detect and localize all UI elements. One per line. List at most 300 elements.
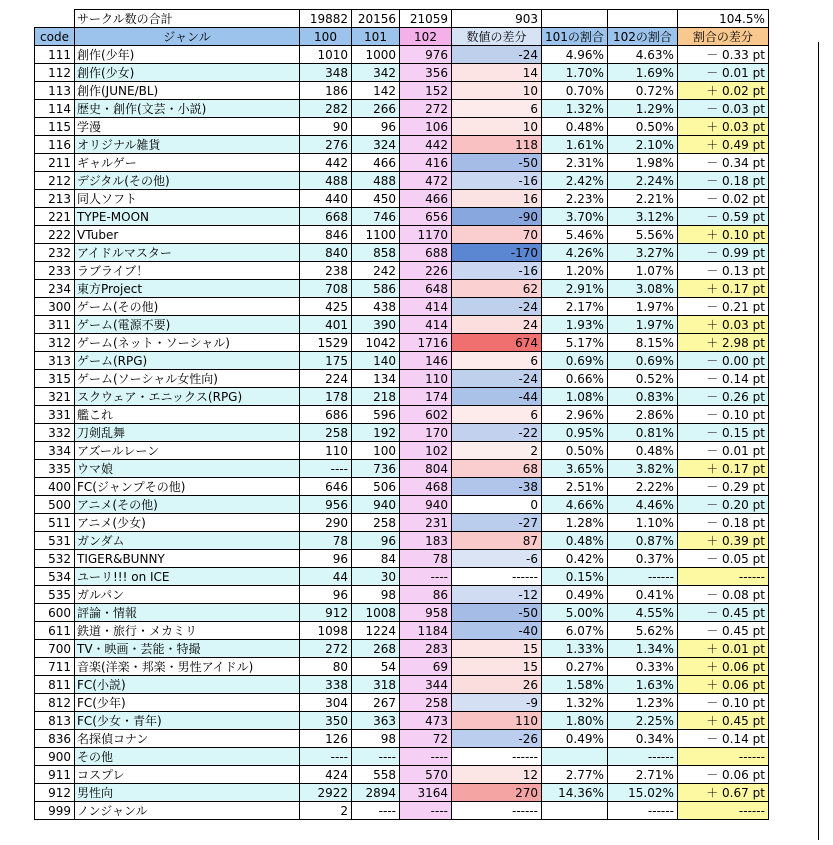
table-cell-100[interactable]: 488: [300, 172, 352, 190]
table-cell-genre[interactable]: アズールレーン: [75, 442, 300, 460]
table-cell-genre[interactable]: デジタル(その他): [75, 172, 300, 190]
table-cell-102[interactable]: 688: [400, 244, 452, 262]
table-cell-code[interactable]: 534: [35, 568, 75, 586]
table-cell-diff[interactable]: 70: [452, 226, 542, 244]
table-cell-102[interactable]: 69: [400, 658, 452, 676]
table-cell-100[interactable]: 78: [300, 532, 352, 550]
table-cell-ratio-101[interactable]: 1.61%: [542, 136, 608, 154]
header-ratio-102[interactable]: 102の割合: [607, 28, 677, 46]
table-cell-genre[interactable]: 艦これ: [75, 406, 300, 424]
table-cell-genre[interactable]: ガルパン: [75, 586, 300, 604]
table-cell-code[interactable]: 313: [35, 352, 75, 370]
table-cell-ratio-102[interactable]: 0.48%: [607, 442, 677, 460]
table-cell-genre[interactable]: 学漫: [75, 118, 300, 136]
summary-total-102[interactable]: 21059: [400, 10, 452, 28]
table-cell-ratio-102[interactable]: ------: [607, 802, 677, 820]
table-cell-code[interactable]: 500: [35, 496, 75, 514]
table-cell-code[interactable]: 400: [35, 478, 75, 496]
table-cell-ratio-102[interactable]: 0.34%: [607, 730, 677, 748]
summary-empty-cell[interactable]: [542, 10, 608, 28]
table-cell-102[interactable]: 231: [400, 514, 452, 532]
table-cell-genre[interactable]: スクウェア・エニックス(RPG): [75, 388, 300, 406]
table-cell-100[interactable]: 424: [300, 766, 352, 784]
table-cell-101[interactable]: 218: [352, 388, 400, 406]
table-cell-ratio-101[interactable]: 2.51%: [542, 478, 608, 496]
table-cell-code[interactable]: 212: [35, 172, 75, 190]
table-cell-102[interactable]: 1184: [400, 622, 452, 640]
table-cell-diff[interactable]: ------: [452, 802, 542, 820]
table-cell-101[interactable]: 736: [352, 460, 400, 478]
table-cell-ratio-101[interactable]: 0.27%: [542, 658, 608, 676]
table-cell-ratio-diff[interactable]: － 0.01 pt: [677, 64, 768, 82]
table-cell-ratio-101[interactable]: 5.00%: [542, 604, 608, 622]
table-cell-ratio-diff[interactable]: ＋ 0.39 pt: [677, 532, 768, 550]
table-cell-100[interactable]: 2922: [300, 784, 352, 802]
table-cell-ratio-101[interactable]: 4.26%: [542, 244, 608, 262]
table-cell-102[interactable]: 804: [400, 460, 452, 478]
table-cell-ratio-diff[interactable]: － 0.26 pt: [677, 388, 768, 406]
table-cell-diff[interactable]: -27: [452, 514, 542, 532]
table-cell-100[interactable]: 840: [300, 244, 352, 262]
table-cell-ratio-102[interactable]: 1.98%: [607, 154, 677, 172]
table-cell-genre[interactable]: 創作(JUNE/BL): [75, 82, 300, 100]
table-cell-100[interactable]: 646: [300, 478, 352, 496]
table-cell-ratio-101[interactable]: 1.70%: [542, 64, 608, 82]
table-cell-genre[interactable]: ガンダム: [75, 532, 300, 550]
table-cell-101[interactable]: 318: [352, 676, 400, 694]
table-cell-genre[interactable]: 評論・情報: [75, 604, 300, 622]
table-cell-101[interactable]: 596: [352, 406, 400, 424]
table-cell-diff[interactable]: 26: [452, 676, 542, 694]
table-cell-ratio-diff[interactable]: ＋ 0.17 pt: [677, 460, 768, 478]
table-cell-ratio-diff[interactable]: － 0.21 pt: [677, 298, 768, 316]
table-cell-diff[interactable]: -9: [452, 694, 542, 712]
table-cell-ratio-101[interactable]: 1.93%: [542, 316, 608, 334]
table-cell-code[interactable]: 700: [35, 640, 75, 658]
table-cell-ratio-102[interactable]: 2.71%: [607, 766, 677, 784]
table-cell-102[interactable]: 570: [400, 766, 452, 784]
table-cell-102[interactable]: 473: [400, 712, 452, 730]
table-cell-genre[interactable]: オリジナル雑貨: [75, 136, 300, 154]
table-cell-code[interactable]: 115: [35, 118, 75, 136]
table-cell-genre[interactable]: ゲーム(ソーシャル女性向): [75, 370, 300, 388]
table-cell-ratio-diff[interactable]: ＋ 0.49 pt: [677, 136, 768, 154]
table-cell-101[interactable]: 100: [352, 442, 400, 460]
table-cell-ratio-101[interactable]: 0.15%: [542, 568, 608, 586]
table-cell-101[interactable]: 84: [352, 550, 400, 568]
table-cell-ratio-102[interactable]: 0.50%: [607, 118, 677, 136]
table-cell-ratio-diff[interactable]: ＋ 0.06 pt: [677, 658, 768, 676]
table-cell-diff[interactable]: 62: [452, 280, 542, 298]
table-cell-ratio-102[interactable]: 1.97%: [607, 298, 677, 316]
table-cell-genre[interactable]: アイドルマスター: [75, 244, 300, 262]
table-cell-ratio-101[interactable]: 1.20%: [542, 262, 608, 280]
table-cell-genre[interactable]: ユーリ!!! on ICE: [75, 568, 300, 586]
table-cell-100[interactable]: 80: [300, 658, 352, 676]
table-cell-100[interactable]: 175: [300, 352, 352, 370]
table-cell-102[interactable]: ----: [400, 802, 452, 820]
table-cell-102[interactable]: 656: [400, 208, 452, 226]
table-cell-102[interactable]: 442: [400, 136, 452, 154]
table-cell-ratio-101[interactable]: 14.36%: [542, 784, 608, 802]
table-cell-ratio-diff[interactable]: － 0.18 pt: [677, 172, 768, 190]
table-cell-ratio-diff[interactable]: ＋ 0.17 pt: [677, 280, 768, 298]
table-cell-diff[interactable]: 10: [452, 82, 542, 100]
table-cell-genre[interactable]: ギャルゲー: [75, 154, 300, 172]
table-cell-ratio-102[interactable]: 15.02%: [607, 784, 677, 802]
table-cell-ratio-102[interactable]: 2.24%: [607, 172, 677, 190]
table-cell-101[interactable]: 98: [352, 586, 400, 604]
table-cell-ratio-diff[interactable]: ------: [677, 568, 768, 586]
table-cell-101[interactable]: 54: [352, 658, 400, 676]
table-cell-101[interactable]: 268: [352, 640, 400, 658]
table-cell-ratio-101[interactable]: 0.69%: [542, 352, 608, 370]
table-cell-100[interactable]: 290: [300, 514, 352, 532]
table-cell-diff[interactable]: -90: [452, 208, 542, 226]
table-cell-code[interactable]: 315: [35, 370, 75, 388]
table-cell-101[interactable]: 2894: [352, 784, 400, 802]
table-cell-ratio-diff[interactable]: ＋ 0.10 pt: [677, 226, 768, 244]
table-cell-102[interactable]: ----: [400, 748, 452, 766]
table-cell-ratio-101[interactable]: 2.91%: [542, 280, 608, 298]
table-cell-100[interactable]: 110: [300, 442, 352, 460]
table-cell-ratio-101[interactable]: 2.31%: [542, 154, 608, 172]
table-cell-ratio-102[interactable]: 0.72%: [607, 82, 677, 100]
table-cell-101[interactable]: 134: [352, 370, 400, 388]
table-cell-102[interactable]: 146: [400, 352, 452, 370]
table-cell-code[interactable]: 334: [35, 442, 75, 460]
table-cell-102[interactable]: 466: [400, 190, 452, 208]
table-cell-100[interactable]: 350: [300, 712, 352, 730]
table-cell-101[interactable]: 324: [352, 136, 400, 154]
table-cell-102[interactable]: 226: [400, 262, 452, 280]
table-cell-101[interactable]: 1000: [352, 46, 400, 64]
table-cell-ratio-101[interactable]: 2.42%: [542, 172, 608, 190]
table-cell-ratio-102[interactable]: 0.37%: [607, 550, 677, 568]
summary-total-100[interactable]: 19882: [300, 10, 352, 28]
table-cell-101[interactable]: 488: [352, 172, 400, 190]
table-cell-ratio-diff[interactable]: ------: [677, 748, 768, 766]
table-cell-ratio-diff[interactable]: － 0.29 pt: [677, 478, 768, 496]
table-cell-ratio-101[interactable]: 2.17%: [542, 298, 608, 316]
table-cell-code[interactable]: 112: [35, 64, 75, 82]
table-cell-genre[interactable]: FC(小説): [75, 676, 300, 694]
table-cell-ratio-101[interactable]: 0.66%: [542, 370, 608, 388]
table-cell-diff[interactable]: 15: [452, 658, 542, 676]
table-cell-ratio-101[interactable]: 0.70%: [542, 82, 608, 100]
table-cell-102[interactable]: 940: [400, 496, 452, 514]
table-cell-ratio-101[interactable]: [542, 802, 608, 820]
table-cell-diff[interactable]: -16: [452, 172, 542, 190]
table-cell-code[interactable]: 116: [35, 136, 75, 154]
table-cell-101[interactable]: 266: [352, 100, 400, 118]
table-cell-code[interactable]: 711: [35, 658, 75, 676]
table-cell-genre[interactable]: ゲーム(RPG): [75, 352, 300, 370]
table-cell-code[interactable]: 511: [35, 514, 75, 532]
table-cell-102[interactable]: 356: [400, 64, 452, 82]
table-cell-genre[interactable]: アニメ(少女): [75, 514, 300, 532]
table-cell-genre[interactable]: 音楽(洋楽・邦楽・男性アイドル): [75, 658, 300, 676]
table-cell-ratio-102[interactable]: 3.08%: [607, 280, 677, 298]
header-100[interactable]: 100: [300, 28, 352, 46]
table-cell-101[interactable]: 140: [352, 352, 400, 370]
table-cell-100[interactable]: 956: [300, 496, 352, 514]
table-cell-102[interactable]: 174: [400, 388, 452, 406]
summary-empty-cell[interactable]: [607, 10, 677, 28]
table-cell-diff[interactable]: -44: [452, 388, 542, 406]
table-cell-ratio-diff[interactable]: － 0.99 pt: [677, 244, 768, 262]
table-cell-101[interactable]: 363: [352, 712, 400, 730]
table-cell-ratio-diff[interactable]: ＋ 0.67 pt: [677, 784, 768, 802]
table-cell-ratio-102[interactable]: ------: [607, 568, 677, 586]
table-cell-102[interactable]: 78: [400, 550, 452, 568]
table-cell-100[interactable]: ----: [300, 748, 352, 766]
table-cell-ratio-diff[interactable]: － 0.20 pt: [677, 496, 768, 514]
header-ratio-101[interactable]: 101の割合: [542, 28, 608, 46]
table-cell-diff[interactable]: 110: [452, 712, 542, 730]
table-cell-ratio-101[interactable]: 1.58%: [542, 676, 608, 694]
table-cell-diff[interactable]: -50: [452, 154, 542, 172]
table-cell-genre[interactable]: FC(少年): [75, 694, 300, 712]
table-cell-diff[interactable]: 2: [452, 442, 542, 460]
table-cell-diff[interactable]: 87: [452, 532, 542, 550]
table-cell-101[interactable]: 96: [352, 118, 400, 136]
table-cell-ratio-102[interactable]: 0.81%: [607, 424, 677, 442]
table-cell-102[interactable]: 72: [400, 730, 452, 748]
table-cell-diff[interactable]: 14: [452, 64, 542, 82]
table-cell-diff[interactable]: -24: [452, 370, 542, 388]
table-cell-ratio-diff[interactable]: － 0.01 pt: [677, 442, 768, 460]
table-cell-genre[interactable]: ゲーム(その他): [75, 298, 300, 316]
table-cell-100[interactable]: 126: [300, 730, 352, 748]
table-cell-ratio-diff[interactable]: － 0.13 pt: [677, 262, 768, 280]
table-cell-genre[interactable]: FC(ジャンプその他): [75, 478, 300, 496]
table-cell-102[interactable]: 472: [400, 172, 452, 190]
table-cell-genre[interactable]: ノンジャンル: [75, 802, 300, 820]
table-cell-code[interactable]: 331: [35, 406, 75, 424]
table-cell-code[interactable]: 332: [35, 424, 75, 442]
table-cell-101[interactable]: 438: [352, 298, 400, 316]
table-cell-100[interactable]: ----: [300, 460, 352, 478]
table-cell-code[interactable]: 335: [35, 460, 75, 478]
table-cell-102[interactable]: 283: [400, 640, 452, 658]
table-cell-diff[interactable]: -16: [452, 262, 542, 280]
table-cell-ratio-101[interactable]: 0.49%: [542, 586, 608, 604]
table-cell-101[interactable]: 940: [352, 496, 400, 514]
table-cell-genre[interactable]: TIGER&BUNNY: [75, 550, 300, 568]
table-cell-101[interactable]: ----: [352, 802, 400, 820]
table-cell-code[interactable]: 234: [35, 280, 75, 298]
table-cell-ratio-diff[interactable]: － 0.08 pt: [677, 586, 768, 604]
table-cell-ratio-102[interactable]: 4.46%: [607, 496, 677, 514]
table-cell-ratio-101[interactable]: [542, 748, 608, 766]
table-cell-100[interactable]: 258: [300, 424, 352, 442]
table-cell-102[interactable]: 183: [400, 532, 452, 550]
table-cell-ratio-101[interactable]: 1.32%: [542, 694, 608, 712]
table-cell-100[interactable]: 708: [300, 280, 352, 298]
table-cell-ratio-101[interactable]: 2.77%: [542, 766, 608, 784]
table-cell-ratio-102[interactable]: 1.10%: [607, 514, 677, 532]
table-cell-diff[interactable]: 6: [452, 352, 542, 370]
table-cell-diff[interactable]: 6: [452, 100, 542, 118]
table-cell-ratio-diff[interactable]: － 0.03 pt: [677, 100, 768, 118]
table-cell-ratio-101[interactable]: 2.96%: [542, 406, 608, 424]
table-cell-diff[interactable]: -24: [452, 46, 542, 64]
table-cell-genre[interactable]: アニメ(その他): [75, 496, 300, 514]
table-cell-100[interactable]: 425: [300, 298, 352, 316]
table-cell-ratio-102[interactable]: 4.63%: [607, 46, 677, 64]
table-cell-101[interactable]: 466: [352, 154, 400, 172]
table-cell-100[interactable]: 44: [300, 568, 352, 586]
table-cell-genre[interactable]: 鉄道・旅行・メカミリ: [75, 622, 300, 640]
table-cell-diff[interactable]: 674: [452, 334, 542, 352]
table-cell-102[interactable]: 468: [400, 478, 452, 496]
table-cell-code[interactable]: 222: [35, 226, 75, 244]
table-cell-ratio-102[interactable]: 5.56%: [607, 226, 677, 244]
table-cell-101[interactable]: 98: [352, 730, 400, 748]
table-cell-diff[interactable]: -170: [452, 244, 542, 262]
table-cell-code[interactable]: 611: [35, 622, 75, 640]
table-cell-code[interactable]: 900: [35, 748, 75, 766]
table-cell-ratio-101[interactable]: 1.32%: [542, 100, 608, 118]
table-cell-diff[interactable]: -12: [452, 586, 542, 604]
table-cell-diff[interactable]: -24: [452, 298, 542, 316]
table-cell-102[interactable]: ----: [400, 568, 452, 586]
table-cell-genre[interactable]: 東方Project: [75, 280, 300, 298]
table-cell-101[interactable]: ----: [352, 748, 400, 766]
table-cell-100[interactable]: 90: [300, 118, 352, 136]
table-cell-ratio-102[interactable]: 1.34%: [607, 640, 677, 658]
table-cell-code[interactable]: 532: [35, 550, 75, 568]
table-cell-102[interactable]: 648: [400, 280, 452, 298]
table-cell-102[interactable]: 416: [400, 154, 452, 172]
table-cell-101[interactable]: 342: [352, 64, 400, 82]
table-cell-ratio-diff[interactable]: － 0.14 pt: [677, 370, 768, 388]
table-cell-genre[interactable]: TYPE-MOON: [75, 208, 300, 226]
table-cell-101[interactable]: 586: [352, 280, 400, 298]
table-cell-genre[interactable]: その他: [75, 748, 300, 766]
table-cell-101[interactable]: 1224: [352, 622, 400, 640]
table-cell-ratio-101[interactable]: 0.49%: [542, 730, 608, 748]
table-cell-ratio-diff[interactable]: － 0.02 pt: [677, 190, 768, 208]
table-cell-ratio-102[interactable]: 1.23%: [607, 694, 677, 712]
header-101[interactable]: 101: [352, 28, 400, 46]
table-cell-code[interactable]: 812: [35, 694, 75, 712]
table-cell-genre[interactable]: ラブライブ！: [75, 262, 300, 280]
table-cell-ratio-101[interactable]: 1.08%: [542, 388, 608, 406]
table-cell-code[interactable]: 999: [35, 802, 75, 820]
table-cell-100[interactable]: 96: [300, 550, 352, 568]
table-cell-ratio-diff[interactable]: ＋ 0.03 pt: [677, 118, 768, 136]
table-cell-ratio-diff[interactable]: － 0.34 pt: [677, 154, 768, 172]
table-cell-code[interactable]: 113: [35, 82, 75, 100]
table-cell-ratio-diff[interactable]: － 0.33 pt: [677, 46, 768, 64]
table-cell-code[interactable]: 811: [35, 676, 75, 694]
table-cell-ratio-101[interactable]: 0.48%: [542, 532, 608, 550]
table-cell-code[interactable]: 836: [35, 730, 75, 748]
table-cell-ratio-diff[interactable]: － 0.10 pt: [677, 694, 768, 712]
table-cell-ratio-102[interactable]: 0.83%: [607, 388, 677, 406]
table-cell-diff[interactable]: -26: [452, 730, 542, 748]
table-cell-code[interactable]: 213: [35, 190, 75, 208]
table-cell-100[interactable]: 282: [300, 100, 352, 118]
table-cell-100[interactable]: 912: [300, 604, 352, 622]
table-cell-101[interactable]: 242: [352, 262, 400, 280]
table-cell-102[interactable]: 976: [400, 46, 452, 64]
table-cell-101[interactable]: 267: [352, 694, 400, 712]
table-cell-genre[interactable]: 名探偵コナン: [75, 730, 300, 748]
table-cell-101[interactable]: 746: [352, 208, 400, 226]
table-cell-ratio-102[interactable]: 1.63%: [607, 676, 677, 694]
table-cell-ratio-diff[interactable]: － 0.45 pt: [677, 604, 768, 622]
table-cell-ratio-101[interactable]: 0.50%: [542, 442, 608, 460]
table-cell-genre[interactable]: FC(少女・青年): [75, 712, 300, 730]
table-cell-100[interactable]: 338: [300, 676, 352, 694]
table-cell-102[interactable]: 86: [400, 586, 452, 604]
table-cell-102[interactable]: 106: [400, 118, 452, 136]
summary-total-diff[interactable]: 903: [452, 10, 542, 28]
table-cell-code[interactable]: 911: [35, 766, 75, 784]
table-cell-100[interactable]: 178: [300, 388, 352, 406]
table-cell-code[interactable]: 232: [35, 244, 75, 262]
table-cell-code[interactable]: 111: [35, 46, 75, 64]
table-cell-code[interactable]: 221: [35, 208, 75, 226]
table-cell-102[interactable]: 3164: [400, 784, 452, 802]
table-cell-code[interactable]: 600: [35, 604, 75, 622]
table-cell-code[interactable]: 321: [35, 388, 75, 406]
table-cell-100[interactable]: 2: [300, 802, 352, 820]
table-cell-diff[interactable]: 15: [452, 640, 542, 658]
table-cell-100[interactable]: 1010: [300, 46, 352, 64]
table-cell-ratio-101[interactable]: 0.95%: [542, 424, 608, 442]
table-cell-102[interactable]: 272: [400, 100, 452, 118]
table-cell-genre[interactable]: TV・映画・芸能・特撮: [75, 640, 300, 658]
table-cell-101[interactable]: 390: [352, 316, 400, 334]
table-cell-genre[interactable]: VTuber: [75, 226, 300, 244]
table-cell-code[interactable]: 535: [35, 586, 75, 604]
table-cell-ratio-102[interactable]: 4.55%: [607, 604, 677, 622]
table-cell-diff[interactable]: -6: [452, 550, 542, 568]
table-cell-102[interactable]: 344: [400, 676, 452, 694]
table-cell-102[interactable]: 170: [400, 424, 452, 442]
table-cell-genre[interactable]: ウマ娘: [75, 460, 300, 478]
table-cell-genre[interactable]: 創作(少年): [75, 46, 300, 64]
table-cell-code[interactable]: 531: [35, 532, 75, 550]
table-cell-ratio-101[interactable]: 3.70%: [542, 208, 608, 226]
table-cell-100[interactable]: 304: [300, 694, 352, 712]
table-cell-ratio-diff[interactable]: － 0.00 pt: [677, 352, 768, 370]
table-cell-100[interactable]: 686: [300, 406, 352, 424]
table-cell-genre[interactable]: ゲーム(電源不要): [75, 316, 300, 334]
table-cell-genre[interactable]: ゲーム(ネット・ソーシャル): [75, 334, 300, 352]
table-cell-code[interactable]: 211: [35, 154, 75, 172]
table-cell-code[interactable]: 912: [35, 784, 75, 802]
table-cell-ratio-102[interactable]: 3.27%: [607, 244, 677, 262]
table-cell-ratio-102[interactable]: 1.29%: [607, 100, 677, 118]
header-diff[interactable]: 数値の差分: [452, 28, 542, 46]
table-cell-ratio-102[interactable]: 3.82%: [607, 460, 677, 478]
table-cell-100[interactable]: 1529: [300, 334, 352, 352]
table-cell-ratio-102[interactable]: 0.33%: [607, 658, 677, 676]
table-cell-genre[interactable]: 男性向: [75, 784, 300, 802]
table-cell-ratio-102[interactable]: 0.52%: [607, 370, 677, 388]
summary-label[interactable]: サークル数の合計: [75, 10, 300, 28]
table-cell-101[interactable]: 258: [352, 514, 400, 532]
table-cell-ratio-diff[interactable]: － 0.10 pt: [677, 406, 768, 424]
table-cell-100[interactable]: 442: [300, 154, 352, 172]
table-cell-ratio-diff[interactable]: － 0.15 pt: [677, 424, 768, 442]
table-cell-100[interactable]: 224: [300, 370, 352, 388]
